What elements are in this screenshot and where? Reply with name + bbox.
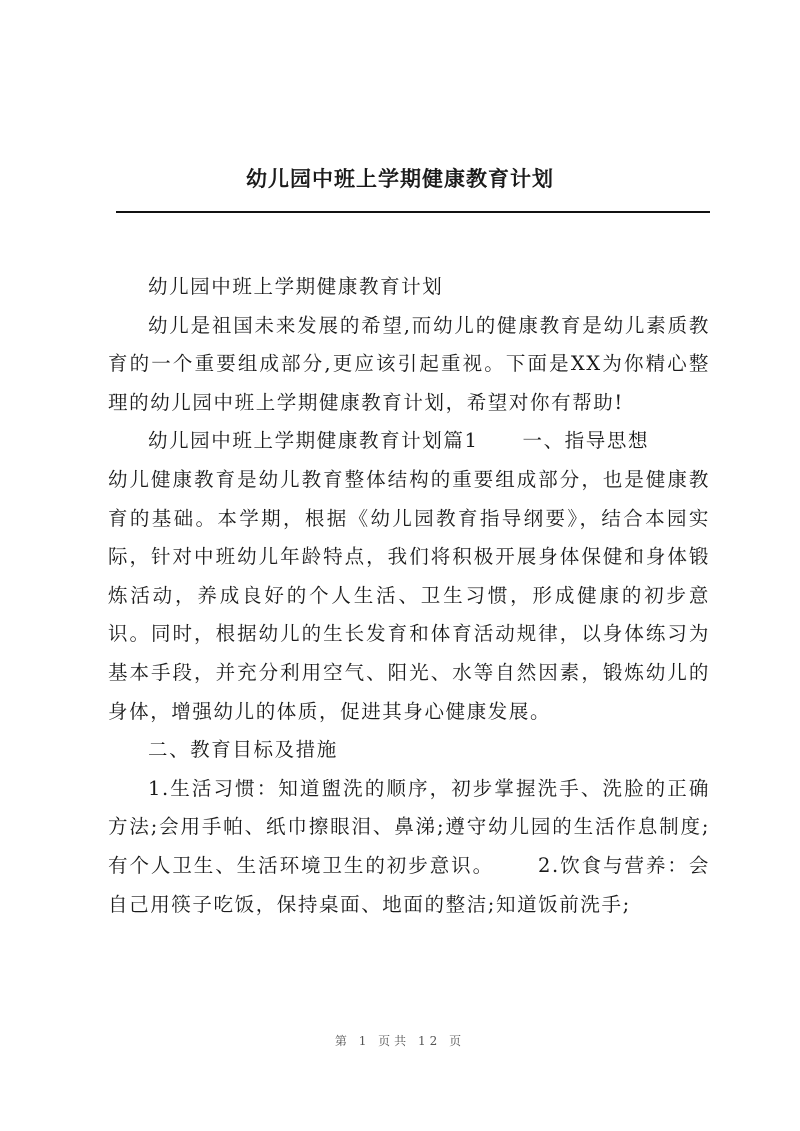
section-heading: 二、教育目标及措施: [147, 738, 338, 762]
paragraph: [108, 770, 710, 924]
paragraph-text: 2.饮食与营养：会自己用筷子吃饭，保持桌面、地面的整洁;知道饭前洗手;: [108, 853, 710, 916]
paragraph-text: 1.生活习惯：知道盥洗的顺序，初步掌握洗手、洗脸的正确方法;会用手帕、纸巾擦眼泪、鼻涕;遵守幼儿园的生活作息制度;有个人卫生、生活环境卫生的初步意识。: [108, 776, 710, 877]
title-divider: [116, 211, 710, 213]
document-title: 幼儿园中班上学期健康教育计划: [246, 167, 554, 191]
paragraph-text: 幼儿园中班上学期健康教育计划: [147, 275, 444, 298]
paragraph: [108, 461, 710, 731]
paragraph: [108, 731, 710, 770]
section-heading: 幼儿园中班上学期健康教育计划篇1: [147, 429, 479, 453]
paragraph-text: 幼儿是祖国未来发展的希望,而幼儿的健康教育是幼儿素质教育的一个重要组成部分,更应该引起重视。下面是XX为你精心整理的幼儿园中班上学期健康教育计划，希望对你有帮助!: [108, 313, 710, 414]
paragraph: [108, 268, 710, 307]
paragraph: [108, 422, 710, 461]
document-body: [108, 268, 710, 924]
page-number: 第 1 页共 12 页: [334, 1034, 466, 1048]
paragraph-text: 幼儿健康教育是幼儿教育整体结构的重要组成部分，也是健康教育的基础。本学期，根据《幼儿园教育指导纲要》，结合本园实际，针对中班幼儿年龄特点，我们将积极开展身体保健和身体锻炼活动，养成良好的个人生活、卫生习惯，形成健康的初步意识。同时，根据幼儿的生长发育和体育活动规律，以身体练习为基本手段，并充分利用空气、阳光、水等自然因素，锻炼幼儿的身体，增强幼儿的体质，促进其身心健康发展。: [108, 467, 710, 723]
section-heading: 一、指导思想: [522, 429, 650, 453]
paragraph: [108, 307, 710, 423]
